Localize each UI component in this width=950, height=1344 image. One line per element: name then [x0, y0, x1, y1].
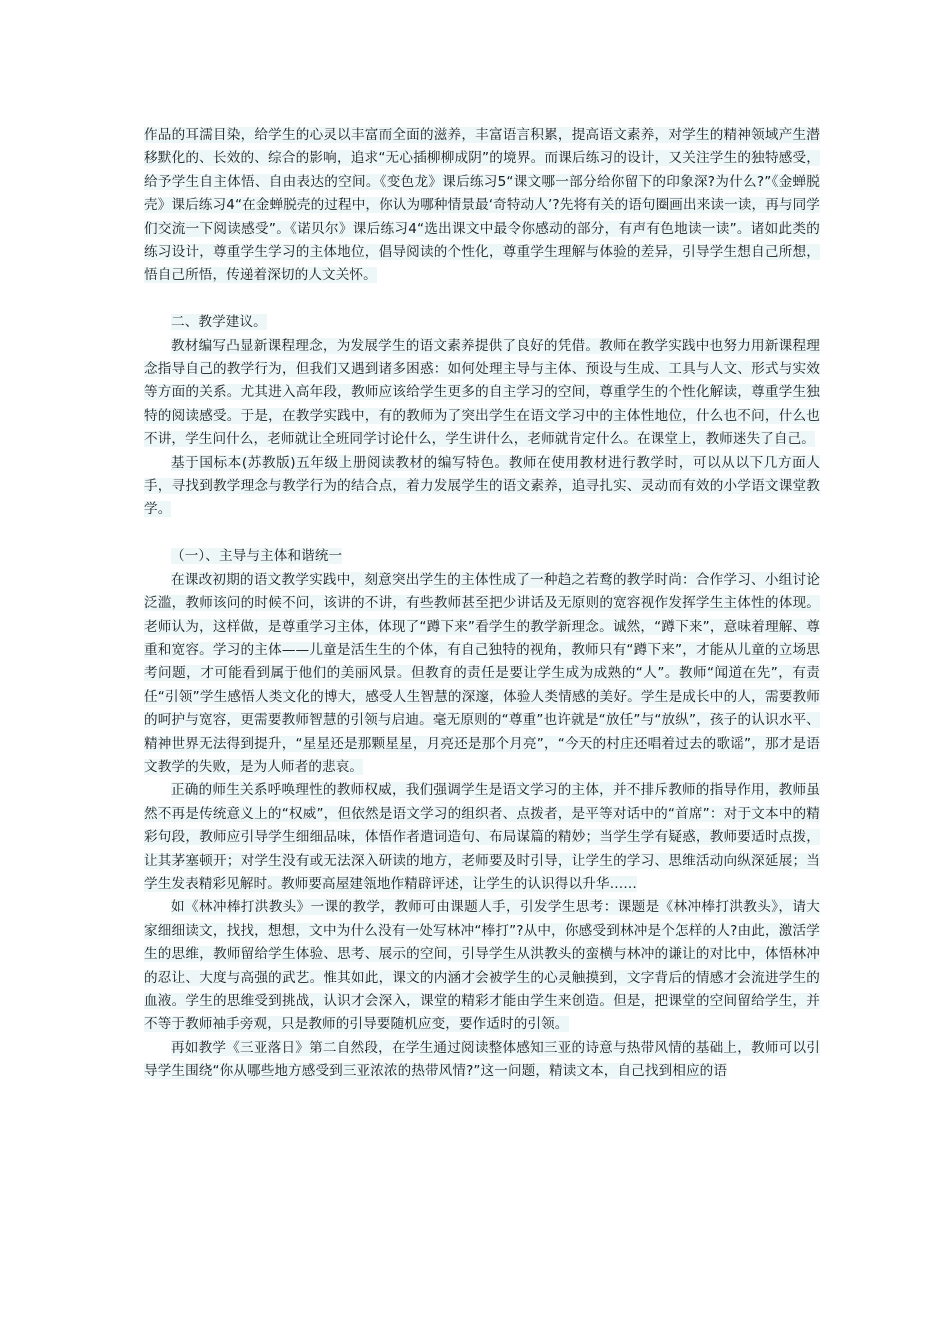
blank-line	[144, 522, 820, 545]
paragraph-6	[144, 896, 820, 1036]
paragraph-3-text: 基于国标本(苏教版)五年级上册阅读教材的编写特色。教师在使用教材进行教学时，可以从以下几方面人手，寻找到教学理念与教学行为的结合点，着力发展学生的语文素养，追寻扎实、灵动而有效的小学语文课堂教学。	[144, 454, 820, 518]
paragraph-2	[144, 335, 820, 452]
document-body	[144, 124, 820, 1084]
paragraph-7-text: 再如教学《三亚落日》第二自然段，在学生通过阅读整体感知三亚的诗意与热带风情的基础上，教师可以引导学生围绕“你从哪些地方感受到三亚浓浓的热带风情?”这一问题，精读文本，自己找到相应的语	[144, 1039, 820, 1080]
paragraph-4	[144, 569, 820, 780]
paragraph-3	[144, 452, 820, 522]
paragraph-1	[144, 124, 820, 288]
blank-line	[144, 288, 820, 311]
paragraph-4-text: 在课改初期的语文教学实践中，刻意突出学生的主体性成了一种趋之若鹜的教学时尚：合作学习、小组讨论泛滥，教师该问的时候不问，该讲的不讲，有些教师甚至把少讲话及无原则的宽容视作发挥学生主体性的体现。老师认为，这样做，是尊重学习主体，体现了“蹲下来”看学生的教学新理念。诚然，“蹲下来”，意味着理解、尊重和宽容。学习的主体——儿童是活生生的个体，有自己独特的视角，教师只有“蹲下来”，才能从儿童的立场思考问题，才可能看到属于他们的美丽风景。但教育的责任是要让学生成为成熟的“人”。教师“闻道在先”，有责任“引领”学生感悟人类文化的博大，感受人生智慧的深邃，体验人类情感的美好。学生是成长中的人，需要教师的呵护与宽容，更需要教师智慧的引领与启迪。毫无原则的“尊重”也许就是“放任”与“放纵”，孩子的认识水平、精神世界无法得到提升，“星星还是那颗星星，月亮还是那个月亮”，“今天的村庄还唱着过去的歌谣”，那才是语文教学的失败，是为人师者的悲哀。	[144, 571, 820, 775]
paragraph-1-text: 作品的耳濡目染，给学生的心灵以丰富而全面的滋养，丰富语言积累，提高语文素养，对学生的精神领域产生潜移默化的、长效的、综合的影响，追求“无心插柳柳成阴”的境界。而课后练习的设计，又关注学生的独特感受，给予学生自主体悟、自由表达的空间。《变色龙》课后练习5“课文哪一部分给你留下的印象深?为什么?”《金蝉脱壳》课后练习4“在金蝉脱壳的过程中，你认为哪种情景最‘奇特动人’?先将有关的语句圈画出来读一读，再与同学们交流一下阅读感受”。《诺贝尔》课后练习4“选出课文中最令你感动的部分，有声有色地读一读”。诸如此类的练习设计，尊重学生学习的主体地位，倡导阅读的个性化，尊重学生理解与体验的差异，引导学生想自己所想，悟自己所悟，传递着深切的人文关怀。	[144, 127, 820, 284]
section-heading-2-text: 二、教学建议。	[171, 314, 267, 331]
paragraph-6-text: 如《林冲棒打洪教头》一课的教学，教师可由课题人手，引发学生思考：课题是《林冲棒打洪教头》，请大家细细读文，找找，想想，文中为什么没有一处写林冲“棒打”?从中，你感受到林冲是个怎样的人?由此，激活学生的思维，教师留给学生体验、思考、展示的空间，引导学生从洪教头的蛮横与林冲的谦让的对比中，体悟林冲的忍让、大度与高强的武艺。惟其如此，课文的内涵才会被学生的心灵触摸到，文字背后的情感才会流进学生的血液。学生的思维受到挑战，认识才会深入，课堂的精彩才能由学生来创造。但是，把课堂的空间留给学生，并不等于教师袖手旁观，只是教师的引导要随机应变，要作适时的引领。	[144, 899, 820, 1033]
paragraph-5	[144, 779, 820, 896]
paragraph-5-text: 正确的师生关系呼唤理性的教师权威，我们强调学生是语文学习的主体，并不排斥教师的指导作用，教师虽然不再是传统意义上的“权威”，但依然是语文学习的组织者、点拨者，是平等对话中的“首席”：对于文本中的精彩句段，教师应引导学生细细品味，体悟作者遣词造句、布局谋篇的精妙；当学生学有疑惑，教师要适时点拨，让其茅塞顿开；对学生没有或无法深入研读的地方，老师要及时引导，让学生的学习、思维活动向纵深延展；当学生发表精彩见解时。教师要高屋建瓴地作精辟评述，让学生的认识得以升华……	[144, 782, 820, 892]
section-heading-2	[144, 311, 820, 334]
section-heading-3	[144, 545, 820, 568]
paragraph-2-text: 教材编写凸显新课程理念，为发展学生的语文素养提供了良好的凭借。教师在教学实践中也努力用新课程理念指导自己的教学行为，但我们又遇到诸多困惑：如何处理主导与主体、预设与生成、工具与人文、形式与实效等方面的关系。尤其进入高年段，教师应该给学生更多的自主学习的空间，尊重学生的个性化解读，尊重学生独特的阅读感受。于是，在教学实践中，有的教师为了突出学生在语文学习中的主体性地位，什么也不问，什么也不讲，学生问什么，老师就让全班同学讨论什么，学生讲什么，老师就肯定什么。在课堂上，教师迷失了自己。	[144, 337, 820, 448]
paragraph-7	[144, 1037, 820, 1084]
section-heading-3-text: （一）、主导与主体和谐统一	[171, 548, 343, 565]
